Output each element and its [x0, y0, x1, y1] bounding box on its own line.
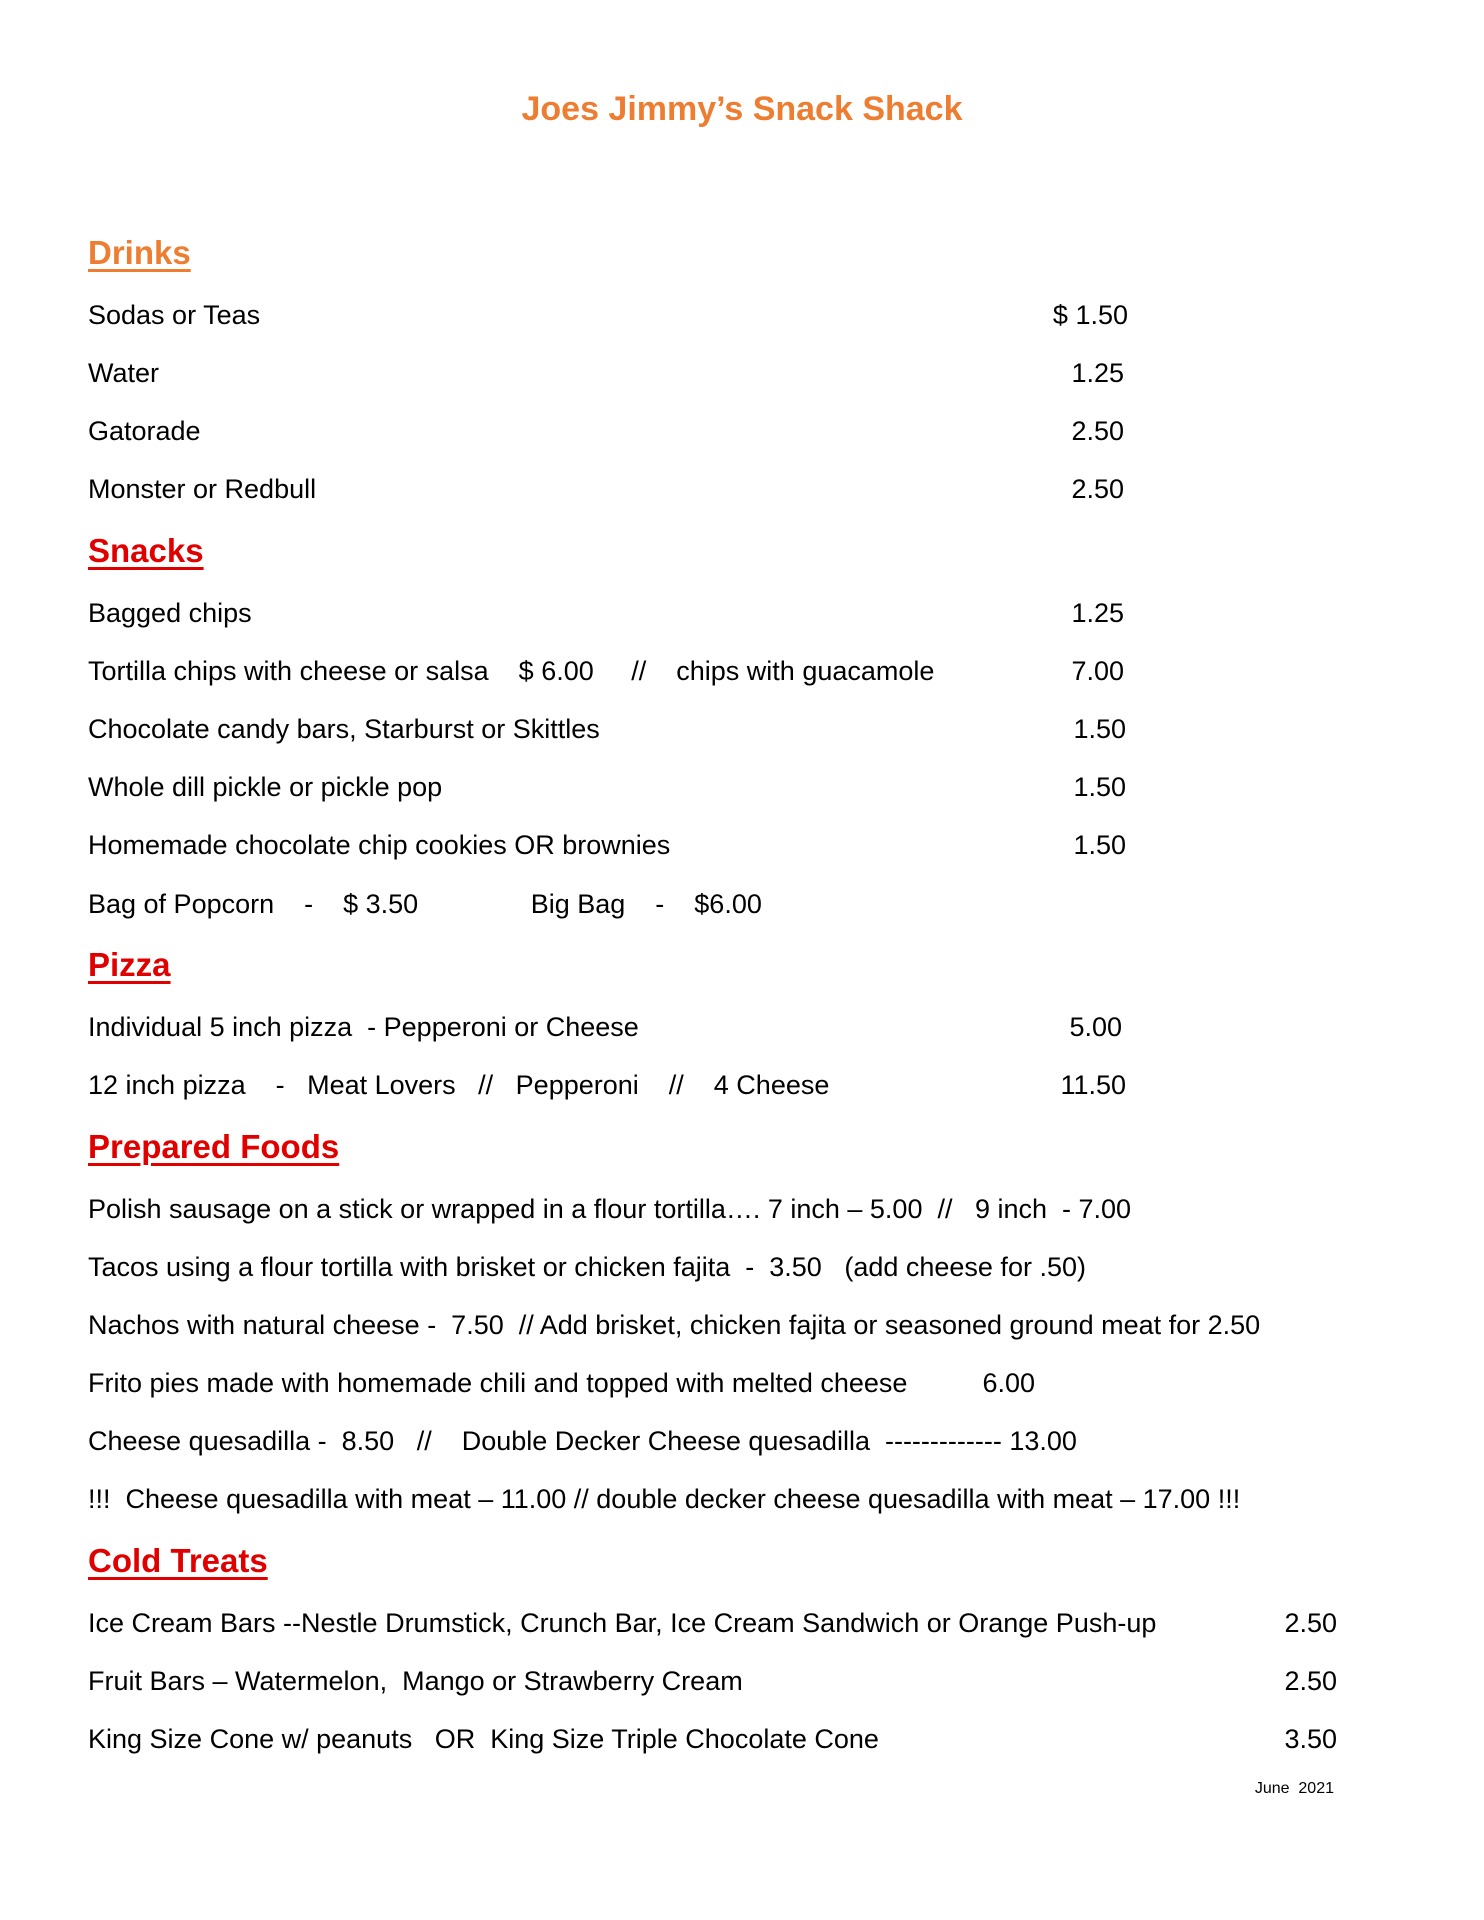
menu-item: Chocolate candy bars, Starburst or Skittles: [88, 714, 600, 744]
section-header-snacks: Snacks: [88, 532, 204, 569]
menu-item: Sodas or Teas: [88, 300, 261, 330]
menu-item: Homemade chocolate chip cookies OR brownies: [88, 830, 671, 860]
menu-item: Cheese quesadilla - 8.50 // Double Decker Cheese quesadilla ------------- 13.00: [88, 1426, 1077, 1456]
menu-item: Ice Cream Bars --Nestle Drumstick, Crunch Bar, Ice Cream Sandwich or Orange Push-up: [88, 1608, 1157, 1638]
menu-item-price: 11.50: [1060, 1070, 1126, 1100]
menu-item: Tortilla chips with cheese or salsa $ 6.00 // chips with guacamole: [88, 656, 935, 686]
menu-item: !!! Cheese quesadilla with meat – 11.00 // double decker cheese quesadilla with meat – 17.00 !!!: [88, 1484, 1241, 1514]
menu-item: Gatorade: [88, 416, 201, 446]
section-header-drinks: Drinks: [88, 234, 191, 271]
menu-item: Bag of Popcorn - $ 3.50 Big Bag - $6.00: [88, 889, 762, 919]
menu-item: Frito pies made with homemade chili and topped with melted cheese 6.00: [88, 1368, 1036, 1398]
menu-item: Monster or Redbull: [88, 474, 317, 504]
menu-item: Bagged chips: [88, 598, 252, 628]
menu-item: Individual 5 inch pizza - Pepperoni or Cheese: [88, 1012, 639, 1042]
menu-item-price: 1.50: [1073, 830, 1126, 860]
menu-title: Joes Jimmy’s Snack Shack: [521, 90, 963, 128]
section-header-cold-treats: Cold Treats: [88, 1542, 268, 1579]
menu-item-price: 1.25: [1071, 358, 1124, 388]
menu-item: Nachos with natural cheese - 7.50 // Add brisket, chicken fajita or seasoned ground meat for 2.50: [88, 1310, 1261, 1340]
menu-item: King Size Cone w/ peanuts OR King Size Triple Chocolate Cone: [88, 1724, 879, 1754]
menu-item-price: 1.50: [1073, 772, 1126, 802]
menu-item: Water: [88, 358, 160, 388]
menu-item-price: 2.50: [1284, 1608, 1337, 1638]
menu-item: Fruit Bars – Watermelon, Mango or Strawberry Cream: [88, 1666, 743, 1696]
footer-date: June 2021: [1254, 1780, 1334, 1797]
menu-item: 12 inch pizza - Meat Lovers // Pepperoni // 4 Cheese: [88, 1070, 830, 1100]
section-header-pizza: Pizza: [88, 946, 171, 983]
menu-item: Polish sausage on a stick or wrapped in a flour tortilla…. 7 inch – 5.00 // 9 inch - 7.00: [88, 1194, 1132, 1224]
menu-item-price: 1.25: [1071, 598, 1124, 628]
menu-item-price: 7.00: [1071, 656, 1124, 686]
menu-item-price: 2.50: [1071, 474, 1124, 504]
menu-item-price: 2.50: [1071, 416, 1124, 446]
menu-item-price: 1.50: [1073, 714, 1126, 744]
menu-item-price: $ 1.50: [1052, 300, 1128, 330]
section-header-prepared-foods: Prepared Foods: [88, 1128, 340, 1165]
menu-item-price: 2.50: [1284, 1666, 1337, 1696]
menu-item: Tacos using a flour tortilla with brisket or chicken fajita - 3.50 (add cheese for .50): [88, 1252, 1086, 1282]
menu-item-price: 3.50: [1284, 1724, 1337, 1754]
menu-item-price: 5.00: [1069, 1012, 1122, 1042]
menu-item: Whole dill pickle or pickle pop: [88, 772, 443, 802]
